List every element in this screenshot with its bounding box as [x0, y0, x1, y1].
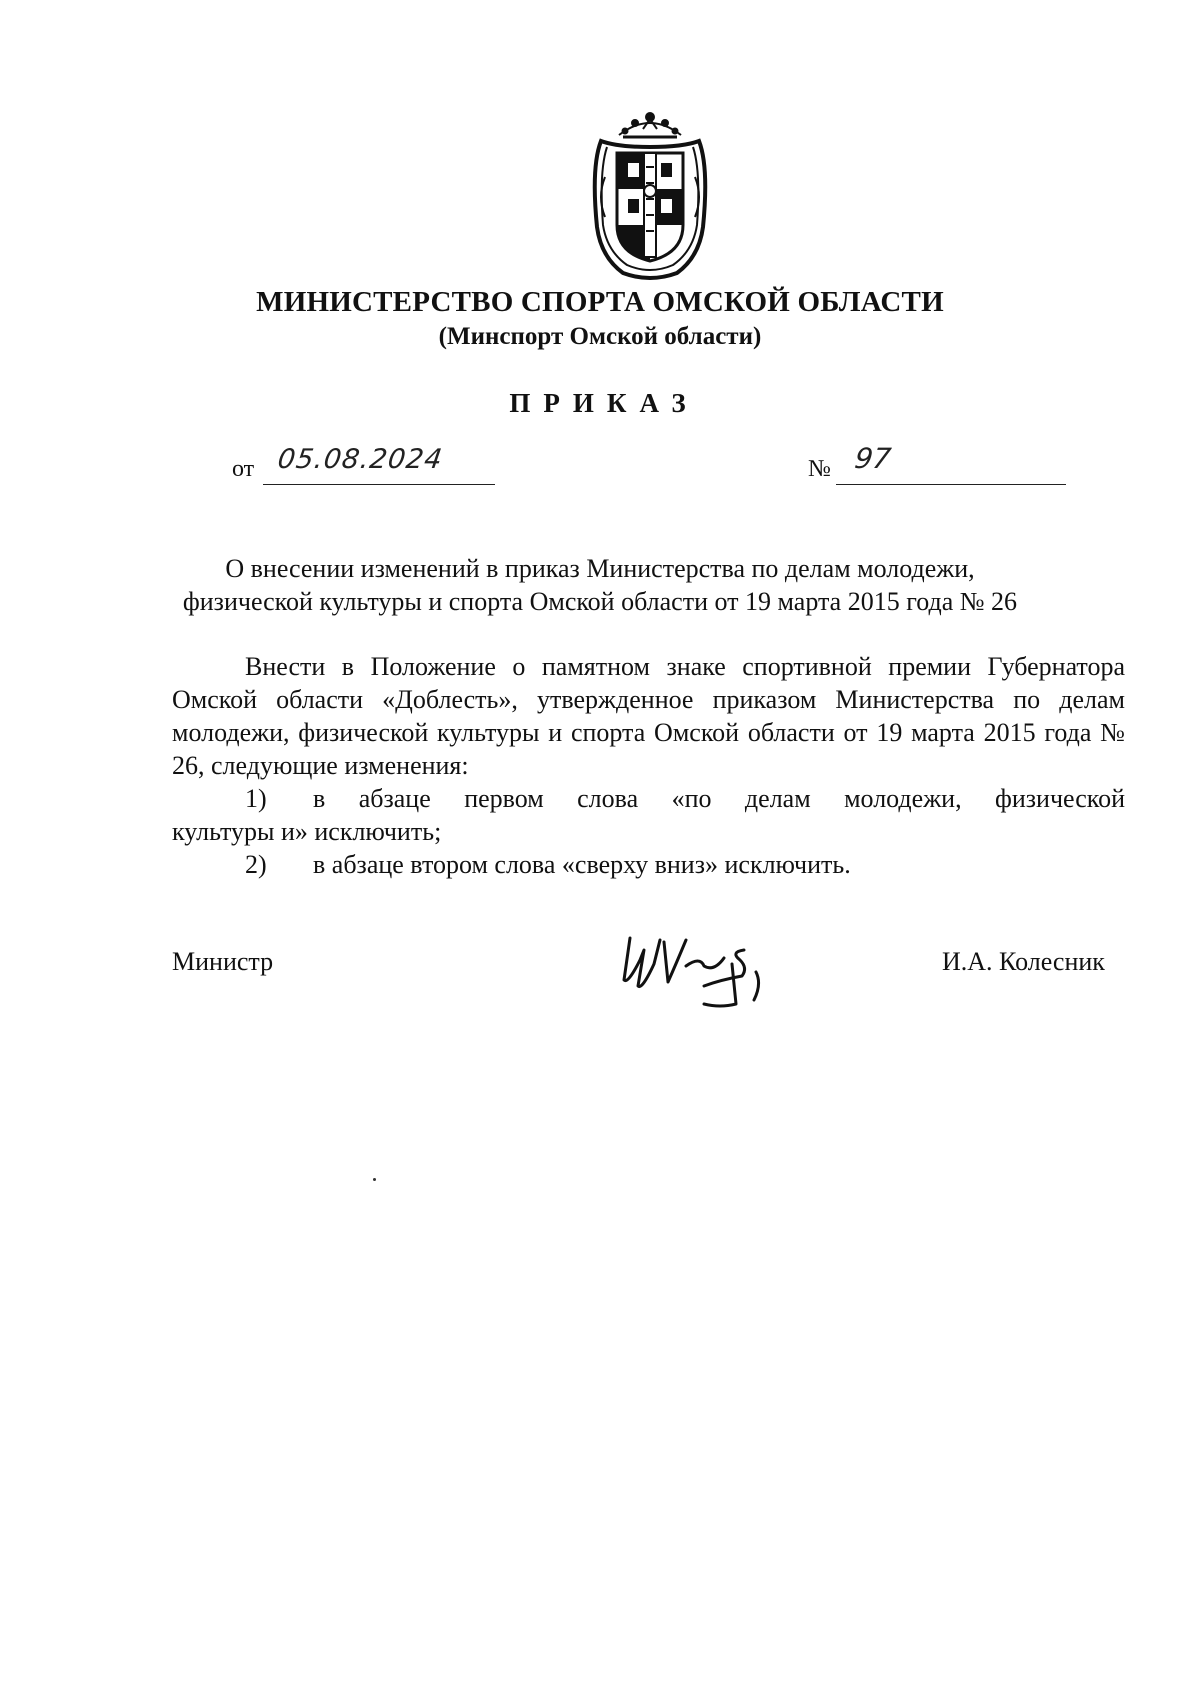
- document-type-heading: ПРИКАЗ: [509, 388, 699, 418]
- list-item: [172, 848, 1125, 881]
- list-item-text: в абзаце первом слова «по делам молодежи, физической: [313, 784, 1125, 813]
- signer-name: И.А. Колесник: [942, 947, 1105, 976]
- order-number: 97: [852, 442, 893, 475]
- body-intro-paragraph: Внести в Положение о памятном знаке спортивной премии Губернатора Омской области «Доблесть», утвержденное приказом Министерства по делам молодежи, физической культуры и спорта Омской области от 19 марта 2015 года № 26, следующие изменения:: [172, 652, 1125, 780]
- order-date: 05.08.2024: [275, 444, 445, 475]
- scan-speck: [373, 1178, 376, 1181]
- list-item-number: 1): [245, 784, 267, 813]
- number-label: №: [808, 456, 831, 482]
- list-item-text: в абзаце втором слова «сверху вниз» исключить.: [313, 850, 851, 879]
- order-body: [172, 650, 1125, 881]
- list-item-continuation: культуры и» исключить;: [172, 817, 442, 846]
- subject-line-1: О внесении изменений в приказ Министерства по делам молодежи,: [225, 554, 975, 583]
- subject-line-2: физической культуры и спорта Омской области от 19 марта 2015 года № 26: [182, 587, 1018, 616]
- list-item-number: 2): [245, 850, 267, 879]
- list-item: [172, 782, 1125, 815]
- number-underline: [836, 484, 1066, 485]
- date-label: от: [232, 456, 255, 482]
- date-underline: [263, 484, 495, 485]
- ministry-title: МИНИСТЕРСТВО СПОРТА ОМСКОЙ ОБЛАСТИ: [256, 286, 944, 318]
- order-subject: [0, 552, 1200, 618]
- handwritten-signature-icon: [620, 920, 790, 1020]
- signer-title: Министр: [172, 947, 274, 976]
- ministry-short-name: (Минспорт Омской области): [438, 323, 762, 350]
- coat-of-arms-icon: [583, 107, 717, 283]
